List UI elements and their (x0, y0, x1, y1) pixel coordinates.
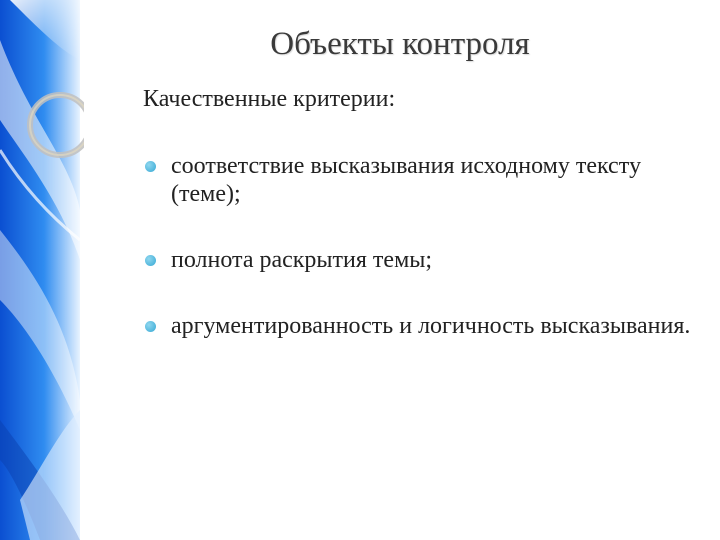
slide-title: Объекты контроля (270, 26, 530, 62)
list-item (143, 152, 711, 208)
decorative-ring-icon (14, 80, 84, 170)
list-item-text: полнота раскрытия темы; (171, 247, 433, 273)
bullet-dot-icon (145, 255, 156, 266)
list-item (143, 312, 711, 340)
list-item-text: аргументированность и логичность высказывания. (171, 313, 691, 339)
list-item-text: соответствие высказывания исходному текстy (теме); (171, 153, 642, 207)
bullet-dot-icon (145, 161, 156, 172)
bullet-dot-icon (145, 321, 156, 332)
list-item (143, 246, 711, 274)
criteria-heading: Качественные критерии: (143, 86, 396, 112)
